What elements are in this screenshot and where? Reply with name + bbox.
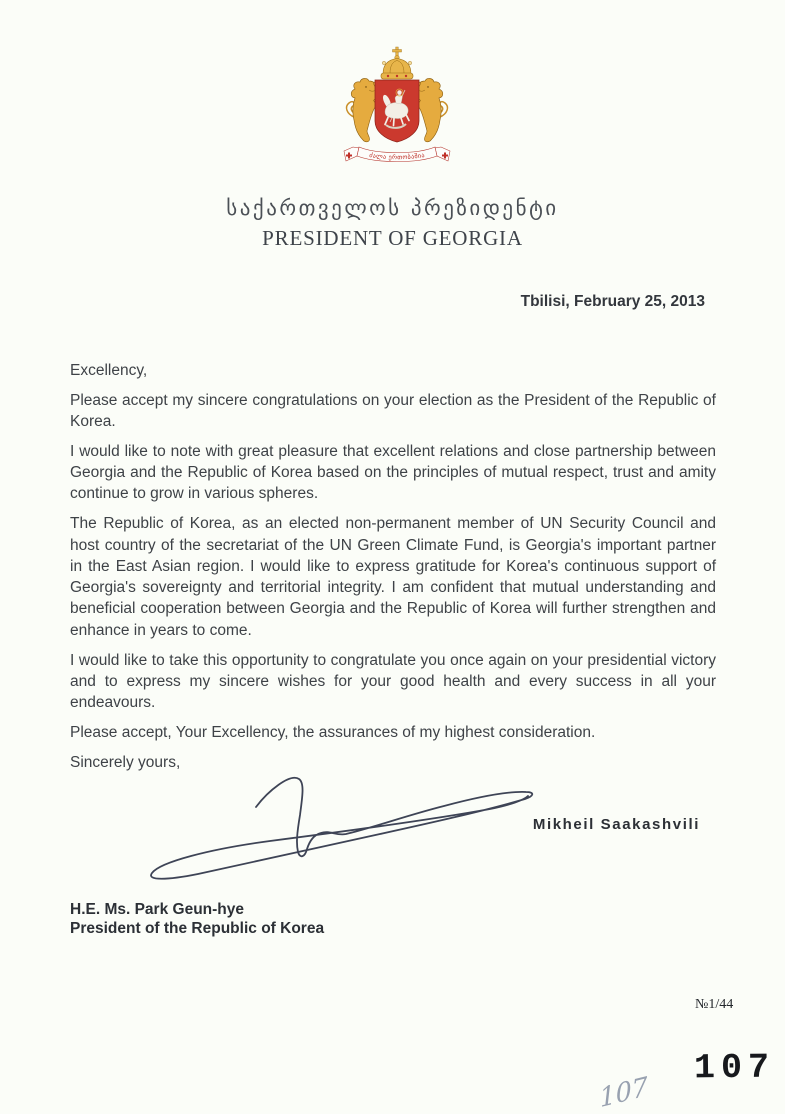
- motto-ribbon: [344, 147, 450, 162]
- salutation: Excellency,: [70, 362, 148, 379]
- reference-number: №1/44: [695, 997, 734, 1012]
- letter-body: [70, 360, 716, 782]
- shield-icon: [375, 80, 419, 142]
- addressee-name: H.E. Ms. Park Geun-hye: [70, 901, 244, 918]
- handwritten-page-number: 107: [598, 1071, 649, 1114]
- paragraph-1: Please accept my sincere congratulations on your election as the President of the Republic of Korea.: [70, 391, 716, 431]
- addressee-block: [70, 901, 324, 939]
- signer-name: Mikheil Saakashvili: [532, 816, 700, 833]
- georgia-coat-of-arms-icon: [322, 40, 472, 174]
- page-number-stamp: 107: [693, 1047, 776, 1089]
- crown-icon: [381, 47, 413, 79]
- letterhead-title-georgian: საქართველოს პრეზიდენტი: [226, 196, 559, 220]
- paragraph-5: Please accept, Your Excellency, the assurances of my highest consideration.: [70, 723, 596, 741]
- letterhead-title-english: PRESIDENT OF GEORGIA: [262, 226, 523, 250]
- signature-icon: [140, 765, 550, 900]
- dateline: Tbilisi, February 25, 2013: [520, 293, 705, 310]
- paragraph-2: I would like to note with great pleasure that excellent relations and close partnership between Georgia and the Republic of Korea based on the principles of mutual respect, trust and amity continue to grow in various spheres.: [70, 442, 716, 503]
- paragraph-3: The Republic of Korea, as an elected non-permanent member of UN Security Council and host country of the secretariat of the UN Green Climate Fund, is Georgia's important partner in the East Asian region. I would like to express gratitude for Korea's continuous support of Georgia's sovereignty and territorial integrity. I am confident that mutual understanding and beneficial cooperation between Georgia and the Republic of Korea will further strengthen and enhance in years to come.: [70, 515, 716, 639]
- closing: Sincerely yours,: [70, 753, 181, 771]
- motto-text: ძალა ერთობაშია: [368, 151, 426, 162]
- paragraph-4: I would like to take this opportunity to congratulate you once again on your presidential victory and to express my sincere wishes for your good health and every success in all your endeavours.: [70, 651, 716, 712]
- addressee-title: President of the Republic of Korea: [70, 919, 325, 937]
